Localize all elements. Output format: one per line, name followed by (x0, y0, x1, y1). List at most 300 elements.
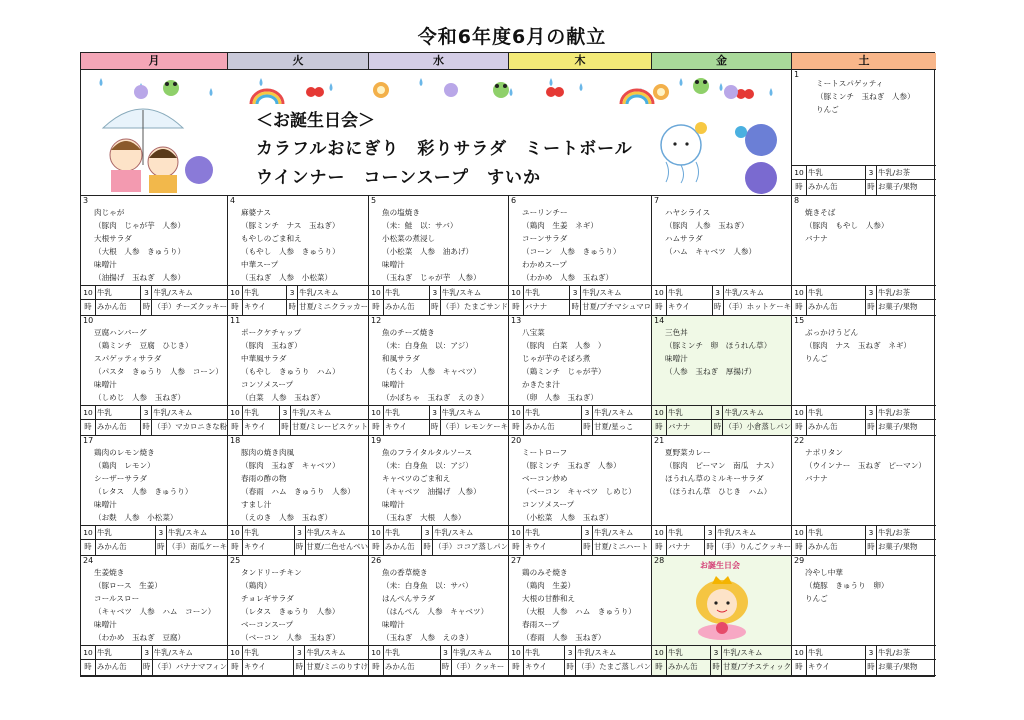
snack-table (369, 525, 508, 555)
snack-cell: 甘夏/ミレービスケット (291, 422, 368, 431)
snack-cell: 時 (866, 300, 877, 315)
snack-cell: 時 (81, 540, 96, 555)
menu-area (369, 556, 508, 645)
menu-item: バナナ (805, 234, 828, 243)
snack-cell: （手）バナナマフィン (153, 662, 227, 671)
snack-cell: キウイ (524, 660, 565, 675)
menu-area (509, 316, 651, 405)
menu-item: 味噌汁 (382, 500, 405, 509)
snack-cell: 10 (792, 166, 807, 180)
menu-item: ベーコンスープ (241, 620, 294, 629)
snack-cell: 3 (156, 526, 167, 540)
menu-item: （お麩 人参 小松菜） (94, 513, 178, 522)
menu-item: 魚のフライタルタルソース (382, 448, 473, 457)
snack-cell: 牛乳 (807, 406, 866, 420)
menu-item: （未：白身魚 以：アジ） (382, 341, 473, 350)
menu-item: 味噌汁 (382, 260, 405, 269)
snack-cell: 10 (81, 406, 96, 420)
snack-cell: 時 (228, 660, 243, 675)
snack-cell: 3 (142, 646, 153, 660)
menu-item: （えのき 人参 玉ねぎ） (241, 513, 333, 522)
menu-item: 魚の塩焼き (382, 208, 420, 217)
snack-table (369, 645, 508, 675)
menu-item: （未：白身魚 以：アジ） (382, 461, 473, 470)
day-number: 19 (371, 436, 382, 445)
snack-cell: 牛乳 (96, 286, 141, 300)
snack-cell: 10 (228, 646, 243, 660)
snack-cell: 時 (228, 420, 243, 435)
menu-area (228, 556, 368, 645)
snack-cell: （手）クッキー (452, 662, 505, 671)
snack-cell: 10 (228, 526, 243, 540)
menu-items (665, 206, 787, 258)
snack-cell: 牛乳/スキム (291, 406, 368, 420)
menu-item: シーザーサラダ (94, 474, 148, 483)
day-header: 火 (228, 53, 369, 70)
menu-item: （ちくわ 人参 キャベツ） (382, 367, 481, 376)
snack-cell: 牛乳/スキム (441, 406, 508, 420)
menu-items (382, 206, 504, 284)
snack-cell: みかん缶 (807, 420, 866, 435)
menu-area (509, 556, 651, 645)
menu-area (81, 436, 227, 525)
snack-cell: 牛乳 (667, 526, 705, 540)
day-cell (652, 316, 792, 436)
snack-cell: 10 (652, 286, 667, 300)
menu-items (241, 206, 364, 284)
snack-cell: キウイ (524, 540, 582, 555)
menu-item: わかめスープ (522, 260, 567, 269)
snack-cell: 時 (295, 540, 306, 555)
menu-item: （鶏肉 生姜 ネギ） (522, 221, 598, 230)
day-number: 17 (83, 436, 94, 445)
menu-item: （豚肉 ピーマン 南瓜 ナス） (665, 461, 779, 470)
snack-cell: 牛乳 (807, 526, 866, 540)
snack-cell: 3 (582, 406, 593, 420)
day-header: 月 (81, 53, 228, 70)
snack-cell: 時 (570, 300, 581, 315)
day-header: 土 (792, 53, 936, 70)
snack-cell: キウイ (243, 660, 294, 675)
snack-cell: 牛乳/スキム (441, 286, 508, 300)
snack-table (81, 405, 227, 435)
snack-cell: 牛乳/スキム (593, 526, 651, 540)
menu-item: コールスロー (94, 594, 140, 603)
day-cell (369, 316, 509, 436)
snack-cell: 時 (652, 300, 667, 315)
snack-cell: 牛乳/スキム (152, 406, 227, 420)
snack-cell: （手）チーズクッキー (153, 302, 227, 311)
menu-item: （未：白身魚 以：サバ） (382, 581, 473, 590)
snack-cell: 牛乳/スキム (167, 526, 227, 540)
snack-cell: 時 (652, 540, 667, 555)
snack-table (369, 285, 508, 315)
menu-item: ミートローフ (522, 448, 568, 457)
birthday-label: お誕生日会 (700, 561, 740, 570)
menu-item: ぶっかけうどん (805, 328, 859, 337)
day-cell (81, 316, 228, 436)
snack-cell: 牛乳/スキム (452, 646, 509, 660)
snack-cell: みかん缶 (807, 180, 866, 195)
menu-items (522, 206, 647, 284)
menu-item: （人参 玉ねぎ 厚揚げ） (665, 367, 757, 376)
menu-item: 冷やし中華 (805, 568, 843, 577)
birthday-banner (81, 70, 792, 196)
snack-cell: 時 (369, 420, 384, 435)
menu-item: （豚ミンチ 玉ねぎ 人参） (816, 92, 915, 101)
snack-cell: 牛乳 (807, 286, 866, 300)
snack-cell: 10 (652, 646, 667, 660)
snack-cell: 10 (652, 526, 667, 540)
menu-item: （豚肉 じゃが芋 人参） (94, 221, 186, 230)
menu-items (522, 446, 647, 524)
snack-cell: 牛乳/スキム (716, 526, 791, 540)
snack-cell: 時 (369, 540, 384, 555)
menu-item: 焼きそば (805, 208, 836, 217)
snack-cell: 牛乳 (243, 646, 294, 660)
menu-area (509, 196, 651, 285)
menu-item: ハヤシライス (665, 208, 711, 217)
menu-area (652, 196, 791, 285)
snack-cell: 10 (369, 526, 384, 540)
menu-item: ナポリタン (805, 448, 843, 457)
menu-items (241, 566, 364, 644)
snack-table (792, 525, 936, 555)
page-title: 令和6年度6月の献立 (417, 26, 607, 48)
menu-item: （春雨 人参 玉ねぎ） (522, 633, 606, 642)
menu-item: （ハム キャベツ 人参） (665, 247, 757, 256)
menu-items (382, 326, 504, 404)
menu-item: （焼豚 きゅうり 卵） (805, 581, 889, 590)
menu-item: （しめじ 人参 玉ねぎ） (94, 393, 186, 402)
snack-cell: 10 (652, 406, 667, 420)
snack-cell: 10 (81, 286, 96, 300)
menu-items (805, 446, 932, 485)
menu-items (816, 77, 932, 116)
snack-cell: お菓子/果物 (878, 302, 918, 311)
menu-items (241, 326, 364, 404)
snack-cell: （手）りんごクッキー (717, 542, 791, 551)
day-header: 木 (509, 53, 652, 70)
day-number: 22 (794, 436, 805, 445)
snack-table (81, 525, 227, 555)
menu-area (369, 316, 508, 405)
snack-cell: 時 (565, 660, 576, 675)
day-number: 10 (83, 316, 94, 325)
snack-cell: 牛乳 (384, 406, 430, 420)
snack-cell: 牛乳/お茶 (877, 406, 936, 420)
snack-cell: 牛乳/お茶 (877, 646, 936, 660)
snack-cell: 牛乳 (96, 406, 141, 420)
menu-item: （大根 人参 ハム きゅうり） (522, 607, 636, 616)
day-number: 8 (794, 196, 800, 205)
snack-cell: みかん缶 (807, 300, 866, 315)
menu-item: はんぺんサラダ (382, 594, 435, 603)
menu-items (665, 326, 787, 378)
menu-item: 和風サラダ (382, 354, 420, 363)
snack-table (228, 285, 368, 315)
snack-cell: 時 (228, 540, 243, 555)
snack-cell: 3 (570, 286, 581, 300)
snack-cell: 10 (509, 286, 524, 300)
menu-item: 三色丼 (665, 328, 688, 337)
snack-cell: 時 (81, 420, 96, 435)
menu-item: もやしのごま和え (241, 234, 302, 243)
snack-table (509, 525, 651, 555)
snack-cell: 時 (652, 420, 667, 435)
snack-cell: 時 (713, 300, 724, 315)
snack-cell: 3 (866, 166, 877, 180)
menu-item: 味噌汁 (94, 380, 117, 389)
banner-menu-line-2: ウインナー コーンスープ すいか (256, 168, 541, 188)
menu-item: （豚肉 ナス 玉ねぎ ネギ） (805, 341, 912, 350)
snack-cell: 牛乳/スキム (152, 286, 227, 300)
menu-items (382, 566, 504, 644)
snack-cell: 時 (866, 660, 877, 675)
menu-items (805, 206, 932, 245)
snack-cell: バナナ (667, 540, 705, 555)
snack-cell: 10 (792, 286, 807, 300)
menu-items (94, 566, 223, 644)
menu-area (792, 436, 936, 525)
snack-cell: 牛乳 (96, 526, 156, 540)
snack-cell: 3 (430, 286, 441, 300)
menu-item: 大根の甘酢和え (522, 594, 576, 603)
snack-cell: （手）マカロニきな粉 (153, 422, 227, 431)
menu-item: （鶏ミンチ 豆腐 ひじき） (94, 341, 193, 350)
menu-item: （かぼちゃ 玉ねぎ えのき） (382, 393, 489, 402)
snack-cell: 時 (141, 300, 152, 315)
menu-item: （小松菜 人参 玉ねぎ） (522, 513, 614, 522)
snack-table (652, 405, 791, 435)
day-cell (81, 556, 228, 676)
snack-cell: 牛乳 (667, 406, 712, 420)
day-number: 6 (511, 196, 517, 205)
snack-cell: 3 (866, 286, 877, 300)
menu-item: 豚肉の焼き肉風 (241, 448, 295, 457)
banner-title: ＜お誕生日会＞ (256, 111, 375, 131)
menu-item: （小松菜 人参 油あげ） (382, 247, 474, 256)
snack-cell: お菓子/果物 (878, 182, 918, 191)
snack-cell: 牛乳 (384, 286, 430, 300)
menu-item: 鶏のみそ焼き (522, 568, 568, 577)
menu-area (652, 436, 791, 525)
menu-item: 味噌汁 (382, 620, 405, 629)
snack-cell: キウイ (243, 300, 287, 315)
snack-cell: 時 (156, 540, 167, 555)
menu-item: 味噌汁 (382, 380, 405, 389)
menu-item: 魚のチーズ焼き (382, 328, 435, 337)
snack-cell: 10 (228, 406, 243, 420)
snack-cell: 10 (792, 406, 807, 420)
snack-table (509, 645, 651, 675)
snack-cell: 時 (792, 540, 807, 555)
snack-cell: 牛乳 (524, 526, 582, 540)
snack-table (509, 405, 651, 435)
snack-cell: バナナ (667, 420, 712, 435)
menu-items (665, 446, 787, 498)
menu-items (94, 206, 223, 284)
menu-item: 麻婆ナス (241, 208, 272, 217)
menu-item: （豚肉 もやし 人参） (805, 221, 889, 230)
day-cell (509, 436, 652, 556)
snack-cell: 3 (712, 406, 723, 420)
snack-cell: 10 (228, 286, 243, 300)
menu-item: 肉じゃが (94, 208, 125, 217)
snack-cell: 牛乳/スキム (593, 406, 651, 420)
day-number: 7 (654, 196, 660, 205)
snack-cell: 牛乳 (667, 646, 711, 660)
menu-item: （鶏ミンチ じゃが芋） (522, 367, 606, 376)
day-number: 21 (654, 436, 665, 445)
snack-table (369, 405, 508, 435)
menu-items (94, 446, 223, 524)
menu-item: （ベーコン 人参 玉ねぎ） (241, 633, 340, 642)
day-number: 3 (83, 196, 89, 205)
snack-cell: 時 (792, 180, 807, 195)
menu-item: （未：鮭 以：サバ） (382, 221, 458, 230)
menu-item: バナナ (805, 474, 828, 483)
snack-cell: 牛乳 (524, 406, 582, 420)
snack-cell: 時 (287, 300, 298, 315)
day-number: 1 (794, 70, 800, 79)
day-number: 26 (371, 556, 382, 565)
snack-cell: 時 (705, 540, 716, 555)
menu-item: 味噌汁 (94, 500, 117, 509)
day-cell (369, 196, 509, 316)
snack-cell: キウイ (384, 420, 430, 435)
snack-cell: （手）南瓜ケーキ (167, 542, 227, 551)
snack-table (228, 525, 368, 555)
menu-item: （鶏肉） (241, 581, 272, 590)
snack-cell: 3 (141, 406, 152, 420)
snack-cell: 3 (287, 286, 298, 300)
day-number: 15 (794, 316, 805, 325)
menu-item: （豚肉 白菜 人参 ） (522, 341, 606, 350)
snack-cell: 3 (713, 286, 724, 300)
snack-cell: 3 (422, 526, 433, 540)
snack-cell: 時 (294, 660, 305, 675)
snack-cell: 時 (228, 300, 243, 315)
snack-cell: 牛乳/スキム (576, 646, 651, 660)
snack-cell: 3 (582, 526, 593, 540)
snack-cell: 3 (295, 526, 306, 540)
menu-item: （玉ねぎ じゃが芋 人参） (382, 273, 481, 282)
snack-cell: 牛乳 (524, 646, 565, 660)
day-number: 12 (371, 316, 382, 325)
menu-area (81, 316, 227, 405)
menu-item: 味噌汁 (94, 620, 117, 629)
menu-item: ほうれん草のミルキーサラダ (665, 474, 764, 483)
menu-item: 鶏肉のレモン焼き (94, 448, 155, 457)
menu-item: 豆腐ハンバーグ (94, 328, 147, 337)
menu-item: （キャベツ 油揚げ 人参） (382, 487, 481, 496)
menu-area (792, 316, 936, 405)
menu-item: すまし汁 (241, 500, 272, 509)
snack-cell: みかん缶 (96, 300, 141, 315)
menu-item: りんご (805, 594, 828, 603)
snack-cell: （手）ホットケーキ (724, 302, 791, 311)
snack-cell: 10 (81, 646, 96, 660)
snack-cell: みかん缶 (96, 540, 156, 555)
menu-item: （キャベツ 人参 ハム コーン） (94, 607, 216, 616)
menu-area (81, 556, 227, 645)
menu-item: （はんぺん 人参 キャベツ） (382, 607, 489, 616)
menu-item: （油揚げ 玉ねぎ 人参） (94, 273, 186, 282)
day-number: 25 (230, 556, 241, 565)
menu-item: （もやし きゅうり ハム） (241, 367, 340, 376)
snack-cell: 3 (711, 646, 722, 660)
snack-cell: 時 (582, 540, 593, 555)
snack-table (792, 645, 936, 675)
snack-cell: 牛乳/お茶 (877, 526, 936, 540)
menu-item: りんご (805, 354, 828, 363)
menu-item: 夏野菜カレー (665, 448, 711, 457)
snack-cell: キウイ (243, 540, 295, 555)
snack-cell: みかん缶 (384, 540, 422, 555)
snack-cell: 時 (280, 420, 291, 435)
snack-cell: 牛乳/スキム (306, 526, 368, 540)
snack-cell: 甘夏/星っこ (594, 422, 634, 431)
snack-cell: お菓子/果物 (878, 542, 918, 551)
day-cell (369, 436, 509, 556)
snack-cell: （手）レモンケーキ (441, 422, 508, 431)
menu-area (228, 436, 368, 525)
snack-cell: 牛乳/スキム (722, 646, 791, 660)
snack-cell: 3 (294, 646, 305, 660)
snack-cell: 時 (792, 660, 807, 675)
menu-item: （パスタ きゅうり 人参 コーン） (94, 367, 223, 376)
snack-cell: みかん缶 (96, 660, 142, 675)
day-cell (792, 196, 936, 316)
snack-cell: みかん缶 (96, 420, 141, 435)
snack-cell: 10 (509, 526, 524, 540)
menu-area (792, 556, 936, 645)
menu-items (522, 326, 647, 404)
snack-cell: 牛乳/スキム (305, 646, 368, 660)
snack-table (81, 645, 227, 675)
snack-cell: 時 (422, 540, 433, 555)
snack-cell: 時 (792, 420, 807, 435)
snack-cell: 時 (430, 300, 441, 315)
snack-cell: 牛乳 (807, 646, 866, 660)
menu-item: （わかめ 人参 玉ねぎ） (522, 273, 614, 282)
day-cell (509, 196, 652, 316)
snack-cell: 甘夏/ミニハート (594, 542, 649, 551)
menu-area (228, 316, 368, 405)
snack-cell: 10 (792, 646, 807, 660)
snack-cell: 3 (866, 526, 877, 540)
snack-cell: 牛乳/お茶 (877, 166, 936, 180)
snack-cell: （手）ココア蒸しパン (434, 542, 508, 551)
menu-item: タンドリーチキン (241, 568, 302, 577)
menu-item: （豚肉 玉ねぎ キャベツ） (241, 461, 340, 470)
snack-cell: 時 (509, 660, 524, 675)
menu-item: （豚ミンチ ナス 玉ねぎ） (241, 221, 340, 230)
menu-item: （玉ねぎ 大根 人参） (382, 513, 466, 522)
day-number: 28 (654, 556, 665, 565)
snack-cell: 牛乳 (667, 286, 713, 300)
menu-item: （わかめ 玉ねぎ 豆腐） (94, 633, 186, 642)
day-cell (509, 556, 652, 676)
snack-cell: 時 (866, 180, 877, 195)
snack-cell: 時 (582, 420, 593, 435)
menu-item: ポークケチャップ (241, 328, 302, 337)
snack-cell: 時 (369, 660, 384, 675)
menu-area (369, 196, 508, 285)
menu-item: コンソメスープ (522, 500, 575, 509)
day-number: 27 (511, 556, 522, 565)
